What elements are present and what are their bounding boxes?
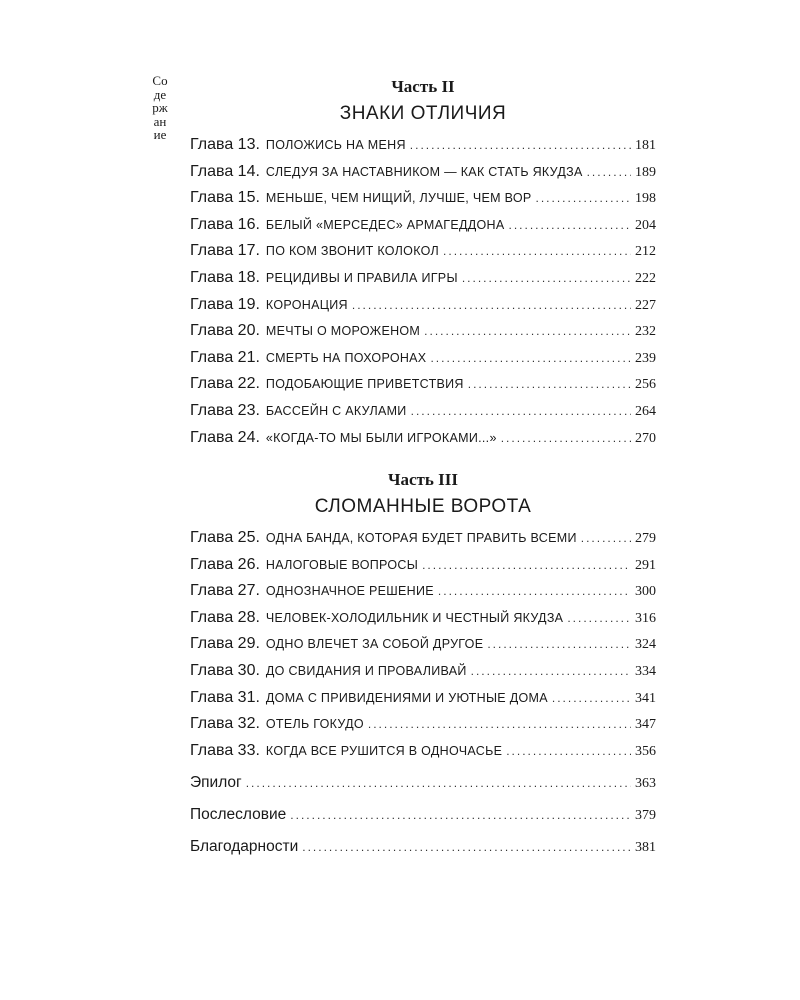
toc-chapter-title: ОТЕЛЬ ГОКУДО xyxy=(265,717,364,732)
part-3-section xyxy=(190,467,656,764)
toc-chapter-number: Глава 21. xyxy=(190,348,260,366)
toc-page-number: 334 xyxy=(635,663,656,679)
toc-chapter-number: Глава 25. xyxy=(190,529,260,546)
toc-entry[interactable] xyxy=(190,265,656,292)
toc-leader-dots xyxy=(302,831,631,863)
toc-chapter-title: ПО КОМ ЗВОНИТ КОЛОКОЛ xyxy=(265,244,440,259)
toc-entry-acknowledgements[interactable] xyxy=(190,831,656,863)
toc-chapter-number: Глава 31. xyxy=(190,688,260,706)
toc-chapter-title: МЕЧТЫ О МОРОЖЕНОМ xyxy=(265,324,421,339)
toc-entry[interactable] xyxy=(190,398,656,425)
toc-chapter-number: Глава 27. xyxy=(190,582,260,600)
toc-chapter-title: ПОЛОЖИСЬ НА МЕНЯ xyxy=(265,138,406,152)
toc-leader-dots xyxy=(587,159,631,186)
toc-leader-dots xyxy=(430,345,631,372)
toc-page-number: 189 xyxy=(635,164,656,180)
toc-leader-dots xyxy=(509,212,632,239)
toc-chapter-number: Глава 14. xyxy=(190,162,260,180)
toc-chapter-number: Глава 29. xyxy=(190,635,260,653)
toc-entry[interactable] xyxy=(190,685,656,712)
part-2-section xyxy=(190,74,656,451)
toc-leader-dots xyxy=(443,238,631,265)
toc-chapter-number: Глава 17. xyxy=(190,242,260,260)
toc-page-number: 270 xyxy=(635,430,656,446)
toc-title: Благодарности xyxy=(190,838,299,855)
toc-chapter-title: ДО СВИДАНИЯ И ПРОВАЛИВАЙ xyxy=(265,663,467,678)
toc-leader-dots xyxy=(506,738,631,765)
toc-page-number: 212 xyxy=(635,244,656,260)
toc-chapter-title: КОГДА ВСЕ РУШИТСЯ В ОДНОЧАСЬЕ xyxy=(265,743,503,758)
toc-title: Эпилог xyxy=(190,774,242,791)
toc-leader-dots xyxy=(410,132,631,159)
toc-page-number: 363 xyxy=(635,776,656,791)
toc-page-number: 204 xyxy=(635,217,656,233)
toc-chapter-title: ПОДОБАЮЩИЕ ПРИВЕТСТВИЯ xyxy=(265,377,464,392)
toc-entry[interactable] xyxy=(190,552,656,579)
part-heading: Часть II xyxy=(391,77,455,96)
toc-page-number: 256 xyxy=(635,377,656,393)
toc-leader-dots xyxy=(487,631,631,658)
toc-chapter-title: ОДНО ВЛЕЧЕТ ЗА СОБОЙ ДРУГОЕ xyxy=(265,637,484,652)
toc-entry[interactable] xyxy=(190,345,656,372)
toc-page-number: 356 xyxy=(635,743,656,759)
part-title: ЗНАКИ ОТЛИЧИЯ xyxy=(339,103,507,124)
toc-chapter-number: Глава 23. xyxy=(190,401,260,419)
toc-page-number: 239 xyxy=(635,350,656,366)
toc-entry[interactable] xyxy=(190,525,656,552)
toc-chapter-number: Глава 26. xyxy=(190,555,260,573)
toc-page-number: 379 xyxy=(635,808,656,823)
toc-leader-dots xyxy=(501,425,631,452)
toc-list xyxy=(190,132,656,451)
toc-chapter-title: КОРОНАЦИЯ xyxy=(265,297,348,312)
toc-page-number: 232 xyxy=(635,324,656,340)
toc-entry-afterword[interactable] xyxy=(190,799,656,831)
toc-leader-dots xyxy=(438,578,631,605)
toc-page-number: 316 xyxy=(635,610,656,626)
toc-chapter-number: Глава 20. xyxy=(190,322,260,340)
toc-entry[interactable] xyxy=(190,159,656,186)
running-head-vertical: Содержание xyxy=(152,73,168,142)
toc-entry[interactable] xyxy=(190,212,656,239)
toc-entry-epilogue[interactable] xyxy=(190,767,656,799)
toc-chapter-number: Глава 24. xyxy=(190,428,260,446)
toc-chapter-number: Глава 13. xyxy=(190,136,260,153)
toc-title: Послесловие xyxy=(190,806,287,823)
toc-leader-dots xyxy=(471,658,631,685)
toc-page-number: 279 xyxy=(635,531,656,546)
toc-entry[interactable] xyxy=(190,738,656,765)
toc-page-number: 291 xyxy=(635,557,656,573)
toc-leader-dots xyxy=(567,605,631,632)
toc-page-number: 381 xyxy=(635,840,656,855)
toc-leader-dots xyxy=(462,265,631,292)
toc-chapter-title: ДОМА С ПРИВИДЕНИЯМИ И УЮТНЫЕ ДОМА xyxy=(265,690,548,705)
toc-page-number: 222 xyxy=(635,270,656,286)
toc-chapter-number: Глава 18. xyxy=(190,268,260,286)
toc-chapter-title: «КОГДА-ТО МЫ БЫЛИ ИГРОКАМИ...» xyxy=(265,430,497,445)
back-matter xyxy=(190,767,656,863)
toc-entry[interactable] xyxy=(190,711,656,738)
toc-entry[interactable] xyxy=(190,631,656,658)
toc-entry[interactable] xyxy=(190,605,656,632)
toc-chapter-number: Глава 30. xyxy=(190,661,260,679)
toc-entry[interactable] xyxy=(190,425,656,452)
toc-leader-dots xyxy=(581,525,631,552)
toc-entry[interactable] xyxy=(190,371,656,398)
toc-entry[interactable] xyxy=(190,185,656,212)
toc-entry[interactable] xyxy=(190,132,656,159)
toc-leader-dots xyxy=(468,371,631,398)
toc-page-number: 198 xyxy=(635,191,656,207)
toc-leader-dots xyxy=(424,318,631,345)
toc-chapter-title: ОДНА БАНДА, КОТОРАЯ БУДЕТ ПРАВИТЬ ВСЕМИ xyxy=(265,531,577,545)
toc-leader-dots xyxy=(352,292,631,319)
toc-leader-dots xyxy=(535,185,631,212)
toc-leader-dots xyxy=(246,767,631,799)
toc-chapter-number: Глава 22. xyxy=(190,375,260,393)
toc-entry[interactable] xyxy=(190,238,656,265)
toc-page-number: 341 xyxy=(635,690,656,706)
toc-page-number: 347 xyxy=(635,717,656,733)
toc-leader-dots xyxy=(368,711,631,738)
toc-entry[interactable] xyxy=(190,578,656,605)
toc-chapter-number: Глава 32. xyxy=(190,715,260,733)
toc-list xyxy=(190,525,656,764)
toc-page-number: 181 xyxy=(635,138,656,153)
toc-chapter-number: Глава 33. xyxy=(190,741,260,759)
toc-chapter-title: БАССЕЙН С АКУЛАМИ xyxy=(265,403,407,418)
toc-entry[interactable] xyxy=(190,318,656,345)
toc-chapter-number: Глава 15. xyxy=(190,189,260,207)
toc-chapter-number: Глава 16. xyxy=(190,215,260,233)
toc-leader-dots xyxy=(422,552,631,579)
toc-chapter-title: МЕНЬШЕ, ЧЕМ НИЩИЙ, ЛУЧШЕ, ЧЕМ ВОР xyxy=(265,191,532,206)
toc-chapter-title: СМЕРТЬ НА ПОХОРОНАХ xyxy=(265,350,427,365)
toc-chapter-title: НАЛОГОВЫЕ ВОПРОСЫ xyxy=(265,557,419,572)
part-title: СЛОМАННЫЕ ВОРОТА xyxy=(314,496,532,517)
toc-leader-dots xyxy=(552,685,631,712)
toc-chapter-number: Глава 19. xyxy=(190,295,260,313)
toc-leader-dots xyxy=(290,799,631,831)
toc-chapter-title: ЧЕЛОВЕК-ХОЛОДИЛЬНИК И ЧЕСТНЫЙ ЯКУДЗА xyxy=(265,610,564,625)
toc-chapter-title: РЕЦИДИВЫ И ПРАВИЛА ИГРЫ xyxy=(265,270,458,285)
toc-chapter-title: ОДНОЗНАЧНОЕ РЕШЕНИЕ xyxy=(265,584,434,599)
part-heading: Часть III xyxy=(388,470,458,489)
toc-page-number: 264 xyxy=(635,403,656,419)
toc-chapter-number: Глава 28. xyxy=(190,608,260,626)
toc-chapter-title: БЕЛЫЙ «МЕРСЕДЕС» АРМАГЕДДОНА xyxy=(265,217,505,232)
toc-leader-dots xyxy=(411,398,631,425)
toc-entry[interactable] xyxy=(190,292,656,319)
toc-chapter-title: СЛЕДУЯ ЗА НАСТАВНИКОМ — КАК СТАТЬ ЯКУДЗА xyxy=(265,164,583,179)
toc-page-number: 300 xyxy=(635,584,656,600)
toc-page-number: 324 xyxy=(635,637,656,653)
toc-page-number: 227 xyxy=(635,297,656,313)
toc-entry[interactable] xyxy=(190,658,656,685)
